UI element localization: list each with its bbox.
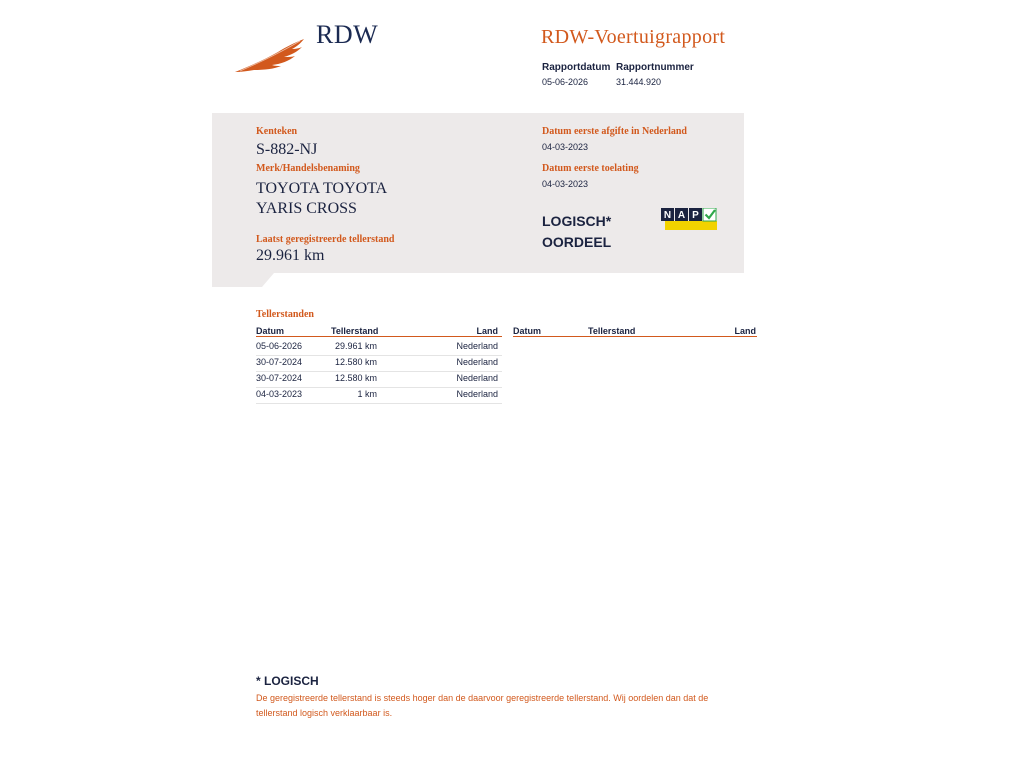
verdict-line2: OORDEEL [542,234,612,250]
cell-land: Nederland [456,341,498,351]
tellerstand-label: Laatst geregistreerde tellerstand [256,234,395,245]
nap-letter-p: P [692,210,699,221]
cell-tellerstand: 12.580 km [334,357,377,367]
cell-datum: 04-03-2023 [256,389,303,399]
cell-tellerstand: 29.961 km [334,341,377,351]
nap-letter-n: N [663,210,672,221]
nap-check-badge-icon [661,208,717,230]
col-datum: Datum [256,326,285,336]
col-tellerstand: Tellerstand [331,326,379,336]
tellerstanden-table-right [513,324,757,338]
col-datum: Datum [513,326,542,336]
table-header [256,324,502,337]
rapportdatum-value: 05-06-2026 [542,77,589,87]
cell-tellerstand: 12.580 km [334,373,377,383]
rapportnummer-value: 31.444.920 [616,77,662,87]
logo-text: RDW [316,20,379,49]
rdw-feather-logo-icon [234,38,306,74]
kenteken-value: S-882-NJ [256,141,318,158]
cell-land: Nederland [456,357,498,367]
cell-datum: 30-07-2024 [256,373,303,383]
tellerstand-value: 29.961 km [256,247,325,264]
table-row [256,371,502,388]
col-tellerstand: Tellerstand [588,326,636,336]
verdict-line1: LOGISCH* [542,213,612,229]
afgifte-value: 04-03-2023 [542,142,589,152]
nap-letter-a: A [677,210,686,221]
rapportnummer-label: Rapportnummer [616,62,694,73]
cell-land: Nederland [456,373,498,383]
table-row [256,355,502,372]
note-text: De geregistreerde tellerstand is steeds hoger dan de daarvoor geregistreerde tellerstand. Wij oordelen dan dat de tellerstand logisch verklaarbaar is. [256,693,709,718]
cell-land: Nederland [456,389,498,399]
table-header [513,324,757,337]
table-row [256,387,502,404]
panel-tab-decoration [212,273,274,287]
tellerstanden-table-left [256,324,502,414]
table-row [256,339,502,356]
merk-label: Merk/Handelsbenaming [256,163,360,174]
toelating-value: 04-03-2023 [542,179,589,189]
tellerstanden-title: Tellerstanden [256,309,314,320]
verdict [542,211,611,253]
cell-tellerstand: 1 km [357,389,377,399]
report-title: RDW-Voertuigrapport [541,26,726,48]
merk-value-line1: TOYOTA TOYOTA [256,180,388,197]
cell-datum: 05-06-2026 [256,341,303,351]
rapportdatum-label: Rapportdatum [542,62,611,73]
toelating-label: Datum eerste toelating [542,163,639,174]
note-title: * LOGISCH [256,674,319,688]
cell-datum: 30-07-2024 [256,357,303,367]
kenteken-label: Kenteken [256,126,298,137]
afgifte-label: Datum eerste afgifte in Nederland [542,126,687,137]
col-land: Land [734,326,756,336]
merk-value-line2: YARIS CROSS [256,200,357,217]
col-land: Land [476,326,498,336]
